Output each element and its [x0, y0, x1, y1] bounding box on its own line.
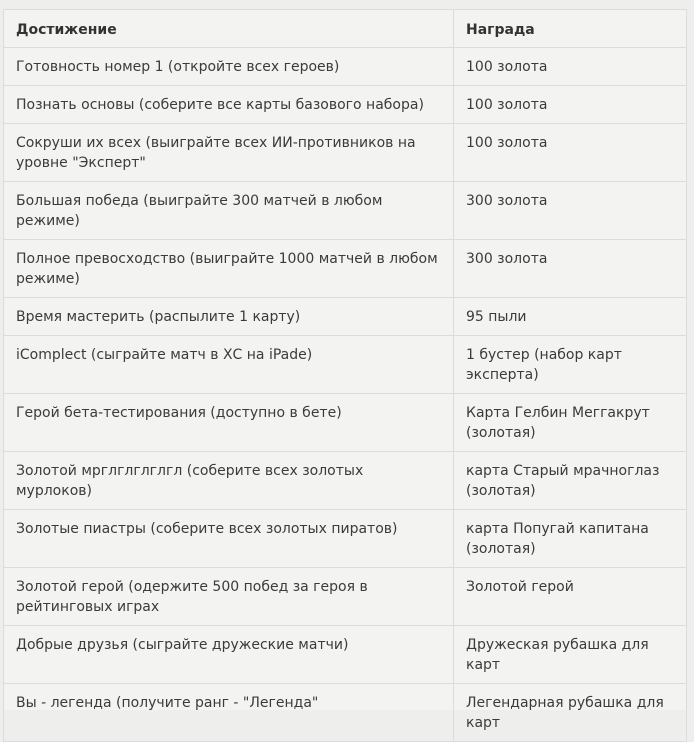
achievement-cell: iComplect (сыграйте матч в ХС на iPade)	[4, 336, 454, 394]
achievement-cell: Золотые пиастры (соберите всех золотых пиратов)	[4, 510, 454, 568]
table-row	[4, 298, 687, 336]
reward-cell: карта Попугай капитана (золотая)	[454, 510, 687, 568]
achievement-cell: Готовность номер 1 (откройте всех героев)	[4, 48, 454, 86]
achievement-cell: Большая победа (выиграйте 300 матчей в любом режиме)	[4, 182, 454, 240]
reward-cell: карта Старый мрачноглаз (золотая)	[454, 452, 687, 510]
table-row	[4, 86, 687, 124]
reward-cell: Легендарная рубашка для карт	[454, 684, 687, 742]
table-row	[4, 452, 687, 510]
reward-cell: 1 бустер (набор карт эксперта)	[454, 336, 687, 394]
table-row	[4, 568, 687, 626]
achievement-cell: Герой бета-тестирования (доступно в бете)	[4, 394, 454, 452]
achievement-cell: Познать основы (соберите все карты базового набора)	[4, 86, 454, 124]
reward-cell: 100 золота	[454, 124, 687, 182]
table-row	[4, 124, 687, 182]
column-header-reward: Награда	[454, 10, 687, 48]
reward-cell: 100 золота	[454, 86, 687, 124]
reward-cell: 95 пыли	[454, 298, 687, 336]
reward-cell: Дружеская рубашка для карт	[454, 626, 687, 684]
achievement-cell: Вы - легенда (получите ранг - "Легенда"	[4, 684, 454, 742]
table-header-row	[4, 10, 687, 48]
achievement-cell: Золотой мрглглглглгл (соберите всех золотых мурлоков)	[4, 452, 454, 510]
table-row	[4, 240, 687, 298]
reward-cell: 100 золота	[454, 48, 687, 86]
table-row	[4, 394, 687, 452]
column-header-achievement: Достижение	[4, 10, 454, 48]
table-row	[4, 182, 687, 240]
reward-cell: 300 золота	[454, 182, 687, 240]
achievements-table	[3, 9, 687, 742]
table-row	[4, 684, 687, 742]
reward-cell: Золотой герой	[454, 568, 687, 626]
table-row	[4, 626, 687, 684]
achievement-cell: Сокруши их всех (выиграйте всех ИИ-противников на уровне "Эксперт"	[4, 124, 454, 182]
table-row	[4, 48, 687, 86]
achievement-cell: Добрые друзья (сыграйте дружеские матчи)	[4, 626, 454, 684]
table-row	[4, 510, 687, 568]
achievement-cell: Полное превосходство (выиграйте 1000 матчей в любом режиме)	[4, 240, 454, 298]
reward-cell: 300 золота	[454, 240, 687, 298]
achievements-table-container	[3, 9, 686, 731]
achievement-cell: Золотой герой (одержите 500 побед за героя в рейтинговых играх	[4, 568, 454, 626]
achievement-cell: Время мастерить (распылите 1 карту)	[4, 298, 454, 336]
table-row	[4, 336, 687, 394]
reward-cell: Карта Гелбин Меггакрут (золотая)	[454, 394, 687, 452]
